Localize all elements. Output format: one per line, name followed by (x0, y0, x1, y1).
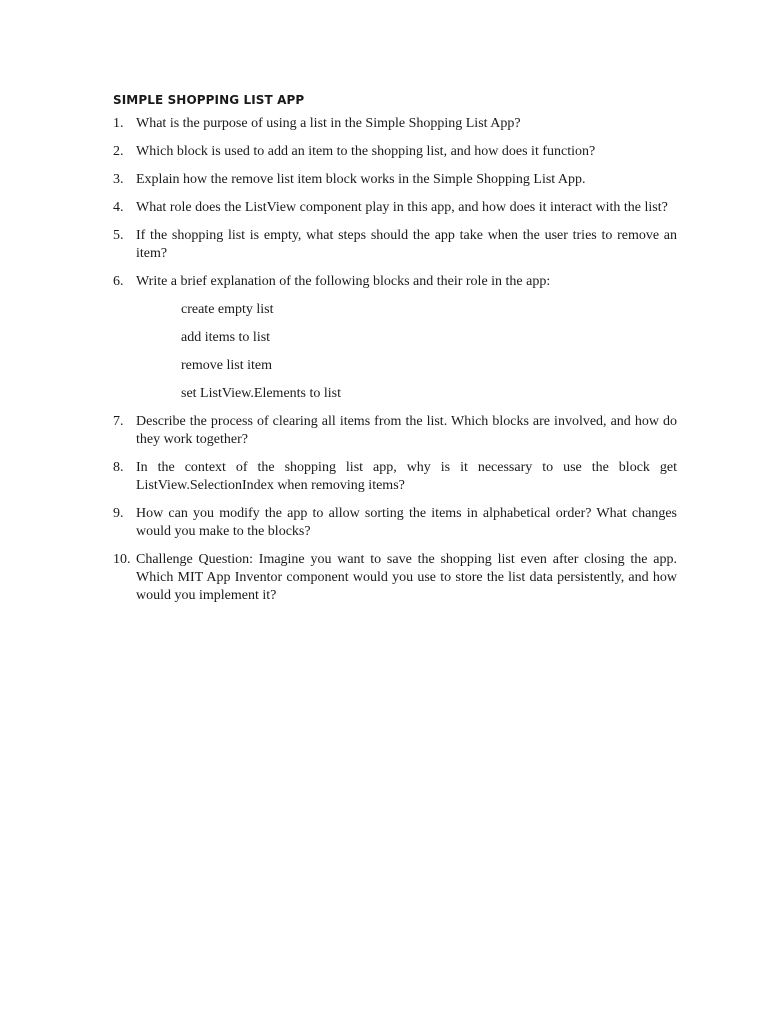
question-number: 4. (113, 200, 124, 215)
question-item (113, 413, 677, 449)
question-text: Explain how the remove list item block works in the Simple Shopping List App. (136, 172, 586, 187)
sublist-item: remove list item (181, 358, 272, 373)
question-item (113, 551, 677, 605)
question-text: What role does the ListView component play in this app, and how does it interact with the list? (136, 200, 668, 215)
question-item (113, 227, 677, 263)
question-number: 9. (113, 506, 124, 521)
question-number: 5. (113, 228, 124, 243)
question-number: 8. (113, 460, 124, 475)
question-text: How can you modify the app to allow sorting the items in alphabetical order? What changes would you make to the blocks? (136, 506, 677, 539)
document-page (113, 92, 677, 615)
question-item (113, 199, 677, 217)
question-text: Which block is used to add an item to the shopping list, and how does it function? (136, 144, 596, 159)
question-body (136, 273, 677, 403)
question-item (113, 143, 677, 161)
question-item (113, 171, 677, 189)
question-number: 3. (113, 172, 124, 187)
question-number: 6. (113, 274, 124, 289)
question-item (113, 505, 677, 541)
sublist-item: add items to list (181, 330, 271, 345)
question-number: 10. (113, 552, 131, 567)
block-sublist (181, 301, 677, 403)
question-item (113, 459, 677, 495)
sublist-item: create empty list (181, 302, 274, 317)
question-text: Challenge Question: Imagine you want to save the shopping list even after closing the app. Which MIT App Inventor component would you use to store the list data persistently, and how would you implement it? (136, 552, 677, 603)
question-number: 2. (113, 144, 124, 159)
sublist-item: set ListView.Elements to list (181, 386, 342, 401)
question-text: If the shopping list is empty, what steps should the app take when the user tries to remove an item? (136, 228, 677, 261)
document-title: SIMPLE SHOPPING LIST APP (113, 93, 305, 107)
question-text: What is the purpose of using a list in the Simple Shopping List App? (136, 116, 521, 131)
question-number: 1. (113, 116, 124, 131)
question-item (113, 273, 677, 403)
question-list (113, 115, 677, 605)
question-text: In the context of the shopping list app, why is it necessary to use the block get ListView.SelectionIndex when removing items? (136, 460, 677, 493)
question-text: Write a brief explanation of the following blocks and their role in the app: (136, 274, 551, 289)
question-number: 7. (113, 414, 124, 429)
question-text: Describe the process of clearing all items from the list. Which blocks are involved, and how do they work together? (136, 414, 677, 447)
question-item (113, 115, 677, 133)
